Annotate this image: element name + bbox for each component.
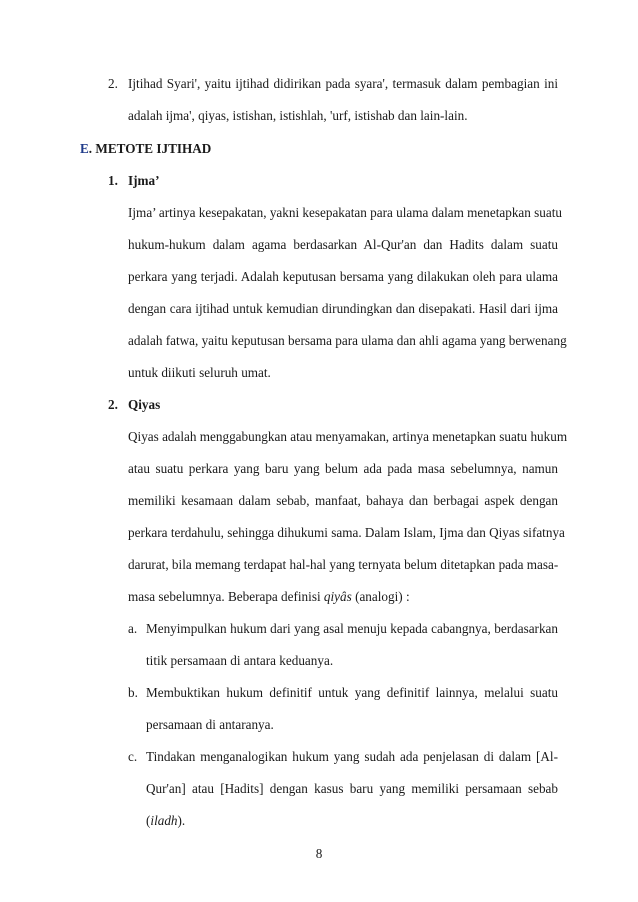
section-letter: E xyxy=(80,141,89,156)
paragraph-line: Ijtihad Syari', yaitu ijtihad didirikan pada syara', termasuk dalam pembagian ini xyxy=(128,76,558,91)
text-run: ). xyxy=(177,813,186,828)
definition-line: titik persamaan di antara keduanya. xyxy=(146,653,334,668)
section-heading xyxy=(80,141,211,157)
paragraph-line xyxy=(128,589,410,605)
text-run: masa sebelumnya. Beberapa definisi xyxy=(128,589,324,604)
subsection-number: 1. xyxy=(108,173,118,188)
definition-letter: b. xyxy=(128,685,138,700)
paragraph-line: Ijma’ artinya kesepakatan, yakni kesepakatan para ulama dalam menetapkan suatu xyxy=(128,205,563,220)
italic-term: iladh xyxy=(150,813,178,828)
definition-line: Membuktikan hukum definitif untuk yang definitif lainnya, melalui suatu xyxy=(146,685,558,700)
section-dot: . xyxy=(88,141,93,156)
text-run: ( xyxy=(146,813,151,828)
subsection-heading: Qiyas xyxy=(128,397,161,412)
definition-line xyxy=(146,813,185,829)
definition-letter: c. xyxy=(128,749,138,764)
paragraph-line: darurat, bila memang terdapat hal-hal yang ternyata belum ditetapkan pada masa- xyxy=(128,557,559,572)
definition-letter: a. xyxy=(128,621,138,636)
italic-term: qiyâs xyxy=(323,589,352,604)
paragraph-line: untuk diikuti seluruh umat. xyxy=(128,365,271,380)
subsection-heading: Ijma’ xyxy=(128,173,160,188)
paragraph-line: dengan cara ijtihad untuk kemudian dirundingkan dan disepakati. Hasil dari ijma xyxy=(128,301,558,316)
section-title: METOTE IJTIHAD xyxy=(95,141,212,156)
paragraph-line: Qiyas adalah menggabungkan atau menyamakan, artinya menetapkan suatu hukum xyxy=(128,429,568,444)
list-number: 2. xyxy=(108,76,118,91)
subsection-number: 2. xyxy=(108,397,118,412)
paragraph-line: memiliki kesamaan dalam sebab, manfaat, bahaya dan berbagai aspek dengan xyxy=(128,493,558,508)
paragraph-line: hukum-hukum dalam agama berdasarkan Al-Qur'an dan Hadits dalam suatu xyxy=(128,237,558,252)
definition-line: Tindakan menganalogikan hukum yang sudah ada penjelasan di dalam [Al- xyxy=(146,749,558,764)
paragraph-line: atau suatu perkara yang baru yang belum ada pada masa sebelumnya, namun xyxy=(128,461,558,476)
definition-line: Menyimpulkan hukum dari yang asal menuju kepada cabangnya, berdasarkan xyxy=(146,621,558,636)
definition-line: Qur'an] atau [Hadits] dengan kasus baru yang memiliki persamaan sebab xyxy=(146,781,558,796)
paragraph-line: perkara terdahulu, sehingga dihukumi sama. Dalam Islam, Ijma dan Qiyas sifatnya xyxy=(128,525,565,540)
text-run: (analogi) : xyxy=(351,589,410,604)
definition-line: persamaan di antaranya. xyxy=(146,717,274,732)
paragraph-line: perkara yang terjadi. Adalah keputusan bersama yang dilakukan oleh para ulama xyxy=(128,269,558,284)
page-number: 8 xyxy=(315,846,323,861)
paragraph-line: adalah fatwa, yaitu keputusan bersama para ulama dan ahli agama yang berwenang xyxy=(128,333,567,348)
paragraph-line: adalah ijma', qiyas, istishan, istishlah, 'urf, istishab dan lain-lain. xyxy=(128,108,468,123)
